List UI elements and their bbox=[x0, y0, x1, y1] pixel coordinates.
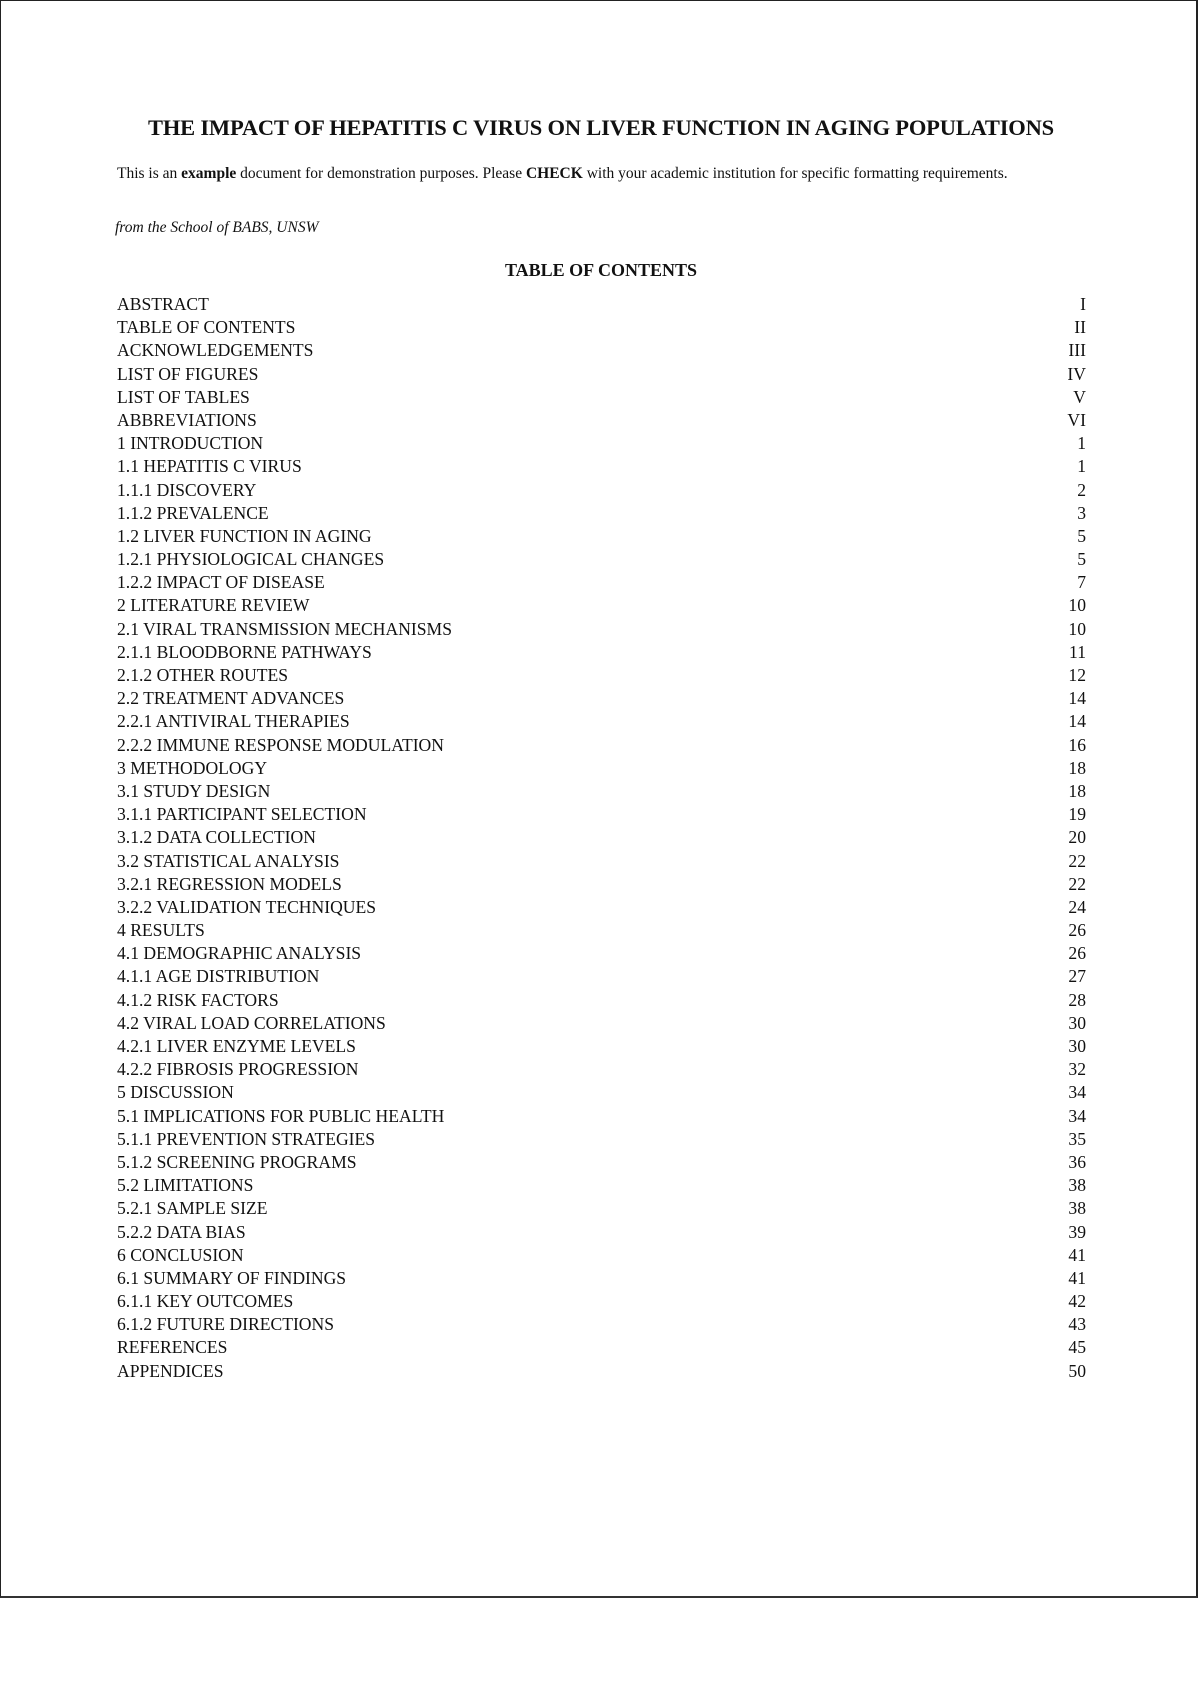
toc-entry-label: LIST OF TABLES bbox=[117, 386, 250, 407]
toc-entry-page-number: 10 bbox=[1068, 595, 1086, 616]
toc-entry-label: 6.1.2 FUTURE DIRECTIONS bbox=[117, 1314, 334, 1335]
toc-entry bbox=[117, 1151, 1086, 1174]
toc-entry-label: 1.1.1 DISCOVERY bbox=[117, 479, 257, 500]
toc-entry bbox=[117, 1244, 1086, 1267]
toc-entry bbox=[117, 525, 1086, 548]
toc-entry-label: 4.2.2 FIBROSIS PROGRESSION bbox=[117, 1059, 359, 1080]
toc-entry-page-number: 34 bbox=[1068, 1105, 1086, 1126]
toc-entry-page-number: 43 bbox=[1068, 1314, 1086, 1335]
toc-entry bbox=[117, 618, 1086, 641]
toc-entry-page-number: 18 bbox=[1068, 780, 1086, 801]
toc-entry bbox=[117, 1058, 1086, 1081]
toc-entry bbox=[117, 386, 1086, 409]
toc-entry-label: 5.2.2 DATA BIAS bbox=[117, 1221, 246, 1242]
toc-entry bbox=[117, 1360, 1086, 1383]
toc-entry-page-number: 10 bbox=[1068, 618, 1086, 639]
toc-entry-page-number: VI bbox=[1067, 409, 1086, 430]
toc-entry-page-number: 30 bbox=[1068, 1012, 1086, 1033]
toc-entry-page-number: 19 bbox=[1068, 804, 1086, 825]
toc-entry bbox=[117, 339, 1086, 362]
toc-entry-label: 4.2.1 LIVER ENZYME LEVELS bbox=[117, 1036, 356, 1056]
toc-entry-page-number: 5 bbox=[1077, 549, 1086, 570]
toc-entry-label: 3.2.2 VALIDATION TECHNIQUES bbox=[117, 896, 377, 917]
toc-entry bbox=[117, 826, 1086, 849]
toc-entry-page-number: 14 bbox=[1068, 711, 1086, 732]
disclaimer-part-1: This is an bbox=[117, 165, 182, 182]
toc-entry-page-number: 12 bbox=[1068, 665, 1086, 685]
toc-entry-label: 5.2 LIMITATIONS bbox=[117, 1175, 254, 1196]
toc-entry-page-number: 20 bbox=[1068, 827, 1086, 848]
toc-heading: TABLE OF CONTENTS bbox=[504, 260, 698, 280]
toc-entry-page-number: 28 bbox=[1068, 989, 1086, 1010]
toc-entry-label: 1.2.2 IMPACT OF DISEASE bbox=[117, 572, 325, 593]
toc-entry-label: ABBREVIATIONS bbox=[117, 409, 257, 430]
toc-entry-page-number: 27 bbox=[1068, 966, 1086, 987]
toc-entry bbox=[117, 641, 1086, 664]
toc-entry-page-number: 5 bbox=[1077, 525, 1086, 546]
toc-entry-label: 3.1.1 PARTICIPANT SELECTION bbox=[117, 804, 367, 825]
toc-entry-label: 3.1.2 DATA COLLECTION bbox=[117, 827, 316, 848]
toc-entry bbox=[117, 896, 1086, 919]
toc-entry-page-number: 39 bbox=[1068, 1221, 1086, 1242]
toc-entry bbox=[117, 594, 1086, 617]
toc-entry bbox=[117, 710, 1086, 733]
toc-entry-label: REFERENCES bbox=[117, 1337, 228, 1358]
toc-entry-page-number: 42 bbox=[1068, 1291, 1086, 1312]
disclaimer-part-2: document for demonstration purposes. Please bbox=[236, 165, 526, 182]
toc-entry bbox=[117, 293, 1086, 316]
toc-entry-page-number: 1 bbox=[1077, 456, 1086, 477]
toc-entry bbox=[117, 1081, 1086, 1104]
toc-entry bbox=[117, 1105, 1086, 1128]
toc-entry-page-number: 18 bbox=[1068, 757, 1086, 778]
toc-entry bbox=[117, 502, 1086, 525]
toc-entry-label: 5.2.1 SAMPLE SIZE bbox=[117, 1198, 268, 1219]
toc-entry-label: 4.1 DEMOGRAPHIC ANALYSIS bbox=[117, 943, 362, 964]
toc-entry bbox=[117, 1221, 1086, 1244]
toc-entry-page-number: 22 bbox=[1068, 873, 1086, 894]
toc-entry bbox=[117, 479, 1086, 502]
toc-entry-page-number: 36 bbox=[1068, 1151, 1086, 1172]
toc-entry-page-number: 3 bbox=[1077, 502, 1086, 523]
toc-entry-page-number: 32 bbox=[1068, 1059, 1086, 1080]
toc-entry bbox=[117, 919, 1086, 942]
toc-entry bbox=[117, 780, 1086, 803]
disclaimer-part-3: with your academic institution for specific formatting requirements. bbox=[582, 165, 1008, 182]
toc-entry bbox=[117, 316, 1086, 339]
toc-entry-label: 1.1.2 PREVALENCE bbox=[117, 502, 269, 523]
toc-entry-page-number: II bbox=[1074, 317, 1086, 338]
toc-entry-label: 1.1 HEPATITIS C VIRUS bbox=[117, 456, 302, 477]
toc-entry-label: 2.2 TREATMENT ADVANCES bbox=[117, 688, 345, 709]
toc-entry-page-number: 22 bbox=[1068, 850, 1086, 871]
toc-entry bbox=[117, 687, 1086, 710]
toc-entry bbox=[117, 1336, 1086, 1359]
toc-entry bbox=[117, 873, 1086, 896]
toc-entry-page-number: 45 bbox=[1068, 1337, 1086, 1358]
toc-entry bbox=[117, 432, 1086, 455]
source-line: from the School of BABS, UNSW bbox=[115, 219, 319, 236]
toc-entry bbox=[117, 664, 1086, 687]
toc-entry-page-number: 38 bbox=[1068, 1175, 1086, 1196]
disclaimer-text bbox=[117, 165, 1008, 183]
toc-entry-page-number: 30 bbox=[1068, 1036, 1086, 1056]
toc-entry-page-number: I bbox=[1080, 294, 1086, 314]
toc-entry-page-number: IV bbox=[1067, 363, 1086, 384]
toc-entry-label: ABSTRACT bbox=[117, 294, 209, 314]
toc-entry bbox=[117, 1128, 1086, 1151]
toc-entry-label: 2.1.1 BLOODBORNE PATHWAYS bbox=[117, 641, 372, 662]
toc-entry bbox=[117, 734, 1086, 757]
toc-entry-page-number: 34 bbox=[1068, 1082, 1086, 1103]
toc-entry bbox=[117, 989, 1086, 1012]
toc-entry-page-number: 11 bbox=[1069, 641, 1086, 662]
toc-entry bbox=[117, 942, 1086, 965]
toc-entry-page-number: 26 bbox=[1068, 943, 1086, 964]
toc-entry-label: 1.2.1 PHYSIOLOGICAL CHANGES bbox=[117, 549, 385, 570]
toc-entry-label: 4.1.1 AGE DISTRIBUTION bbox=[117, 966, 320, 987]
toc-entry-label: 6 CONCLUSION bbox=[117, 1244, 244, 1265]
toc-entry-page-number: 50 bbox=[1068, 1360, 1086, 1381]
toc-entry-label: 1.2 LIVER FUNCTION IN AGING bbox=[117, 525, 372, 546]
toc-entry-page-number: 35 bbox=[1068, 1128, 1086, 1149]
toc-entry bbox=[117, 363, 1086, 386]
disclaimer-bold-check: CHECK bbox=[525, 165, 583, 182]
toc-entry bbox=[117, 548, 1086, 571]
toc-entry bbox=[117, 1313, 1086, 1336]
disclaimer-bold-example: example bbox=[181, 165, 237, 182]
toc-entry-label: 3.2.1 REGRESSION MODELS bbox=[117, 873, 342, 894]
toc-entry bbox=[117, 571, 1086, 594]
toc-entry-label: 6.1 SUMMARY OF FINDINGS bbox=[117, 1267, 347, 1288]
toc-entry-label: 5 DISCUSSION bbox=[117, 1082, 234, 1103]
document-title: THE IMPACT OF HEPATITIS C VIRUS ON LIVER FUNCTION IN AGING POPULATIONS bbox=[148, 115, 1054, 140]
toc-entry bbox=[117, 1035, 1086, 1058]
toc-entry-page-number: 38 bbox=[1068, 1198, 1086, 1219]
toc-entry-label: 5.1.2 SCREENING PROGRAMS bbox=[117, 1151, 357, 1172]
toc-entry-label: 1 INTRODUCTION bbox=[117, 433, 264, 454]
toc-entry bbox=[117, 1197, 1086, 1220]
toc-entry-label: 2.1 VIRAL TRANSMISSION MECHANISMS bbox=[117, 618, 452, 639]
toc-entry bbox=[117, 803, 1086, 826]
toc-entry-page-number: 7 bbox=[1077, 572, 1086, 593]
toc-entry-page-number: 26 bbox=[1068, 920, 1086, 941]
toc-entry-label: 3 METHODOLOGY bbox=[117, 757, 268, 778]
toc-entry-page-number: 2 bbox=[1077, 479, 1086, 500]
table-of-contents bbox=[117, 293, 1086, 1383]
toc-entry-page-number: 1 bbox=[1077, 433, 1086, 454]
toc-entry bbox=[117, 1290, 1086, 1313]
toc-entry bbox=[117, 965, 1086, 988]
toc-entry-page-number: 41 bbox=[1068, 1267, 1086, 1288]
toc-entry-page-number: 41 bbox=[1068, 1244, 1086, 1265]
toc-entry-page-number: V bbox=[1073, 386, 1086, 407]
toc-entry bbox=[117, 1174, 1086, 1197]
toc-entry-page-number: 16 bbox=[1068, 734, 1086, 755]
toc-entry-label: ACKNOWLEDGEMENTS bbox=[117, 340, 314, 361]
toc-entry-label: 3.1 STUDY DESIGN bbox=[117, 780, 271, 801]
toc-entry bbox=[117, 1012, 1086, 1035]
toc-entry-label: 4.2 VIRAL LOAD CORRELATIONS bbox=[117, 1012, 386, 1033]
toc-entry-page-number: 14 bbox=[1068, 688, 1086, 709]
toc-entry-label: 3.2 STATISTICAL ANALYSIS bbox=[117, 850, 340, 871]
toc-entry bbox=[117, 409, 1086, 432]
toc-entry-label: 4.1.2 RISK FACTORS bbox=[117, 989, 279, 1010]
toc-entry bbox=[117, 1267, 1086, 1290]
toc-entry bbox=[117, 850, 1086, 873]
toc-entry bbox=[117, 455, 1086, 478]
toc-entry-page-number: III bbox=[1068, 340, 1086, 361]
toc-entry-label: APPENDICES bbox=[117, 1360, 224, 1381]
toc-entry-label: 2.2.1 ANTIVIRAL THERAPIES bbox=[117, 711, 350, 732]
toc-entry bbox=[117, 757, 1086, 780]
toc-entry-label: 6.1.1 KEY OUTCOMES bbox=[117, 1291, 294, 1312]
toc-entry-label: 5.1.1 PREVENTION STRATEGIES bbox=[117, 1128, 376, 1149]
toc-entry-page-number: 24 bbox=[1068, 896, 1086, 917]
toc-entry-label: 2.1.2 OTHER ROUTES bbox=[117, 665, 289, 685]
toc-entry-label: 2.2.2 IMMUNE RESPONSE MODULATION bbox=[117, 734, 444, 755]
toc-entry-label: 2 LITERATURE REVIEW bbox=[117, 595, 310, 616]
toc-entry-label: LIST OF FIGURES bbox=[117, 363, 259, 384]
toc-entry-label: 4 RESULTS bbox=[117, 920, 205, 941]
toc-entry-label: 5.1 IMPLICATIONS FOR PUBLIC HEALTH bbox=[117, 1105, 445, 1126]
toc-entry-label: TABLE OF CONTENTS bbox=[117, 317, 296, 338]
